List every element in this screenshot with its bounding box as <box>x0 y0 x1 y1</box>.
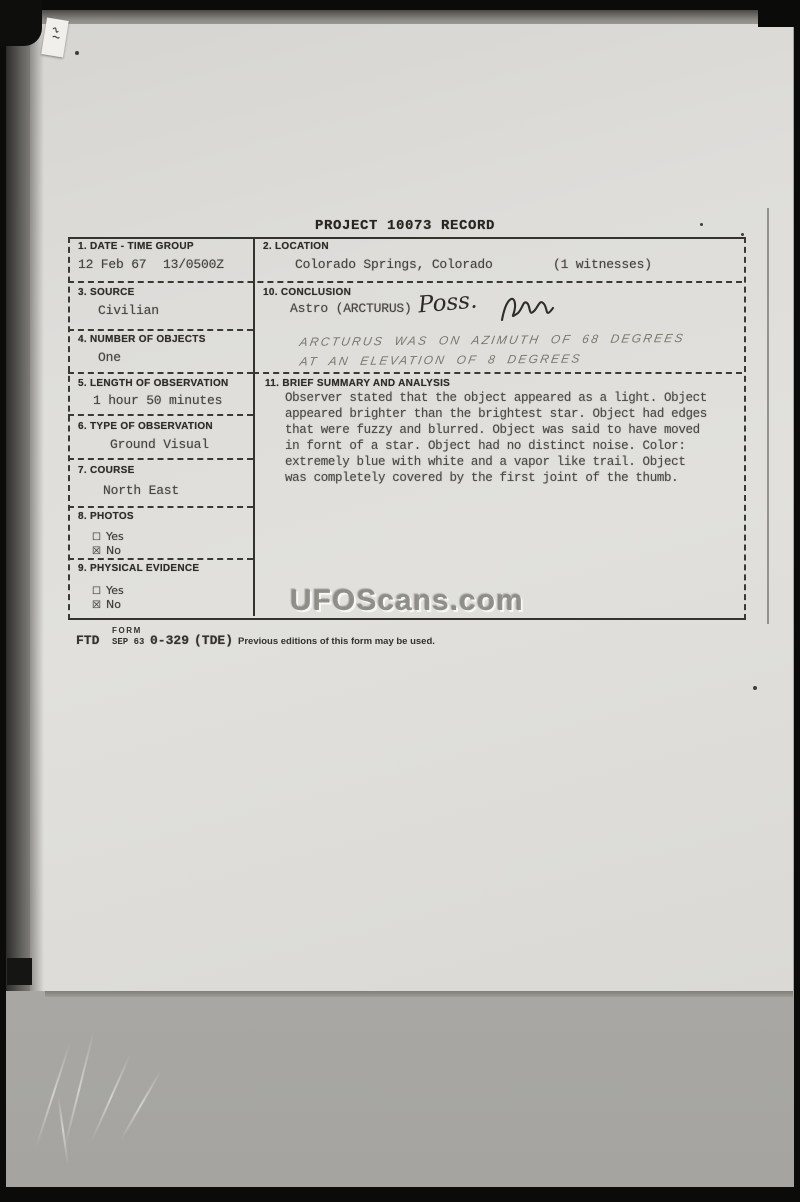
field-label-location: 2. LOCATION <box>263 241 329 252</box>
row-separator <box>253 372 742 374</box>
pencil-annotation-line2: AT AN ELEVATION OF 8 DEGREES <box>298 351 583 369</box>
source-value: Civilian <box>98 303 159 318</box>
physical-evidence-no-label: No <box>105 598 121 611</box>
witnesses-value: (1 witnesses) <box>553 257 652 272</box>
field-label-number-of-objects: 4. NUMBER OF OBJECTS <box>78 334 206 345</box>
photos-yes-option <box>92 530 124 543</box>
location-value: Colorado Springs, Colorado <box>295 257 493 272</box>
footer-form-word: FORM <box>112 626 142 635</box>
scan-notch-bottom-left <box>7 958 32 985</box>
summary-text <box>285 390 707 487</box>
checkbox-checked-icon: ☒ <box>92 546 101 557</box>
row-separator <box>68 281 742 283</box>
field-label-source: 3. SOURCE <box>78 287 135 298</box>
field-label-type-of-observation: 6. TYPE OF OBSERVATION <box>78 421 213 432</box>
field-label-physical-evidence: 9. PHYSICAL EVIDENCE <box>78 563 200 574</box>
ink-dot <box>75 51 79 55</box>
row-separator <box>68 414 253 416</box>
photos-no-label: No <box>105 544 121 557</box>
scan-corner-top-right <box>758 0 800 27</box>
date-value: 12 Feb 67 <box>78 257 147 272</box>
physical-evidence-yes-option <box>92 584 124 597</box>
footer-org: FTD <box>76 633 100 648</box>
watermark: UFOScans.com <box>290 584 524 617</box>
time-value: 13/0500Z <box>163 257 224 272</box>
binding-gutter-shadow <box>6 10 44 991</box>
type-of-observation-value: Ground Visual <box>110 437 209 452</box>
footer-form-number: 0-329 <box>150 633 190 648</box>
row-separator <box>68 329 253 331</box>
footer-edition: SEP 63 <box>112 637 145 647</box>
signature-scribble <box>492 288 562 330</box>
course-value: North East <box>103 483 180 498</box>
field-label-date-time-group: 1. DATE - TIME GROUP <box>78 241 194 252</box>
summary-line: extremely blue with white and a vapor like trail. Object <box>285 455 686 470</box>
number-of-objects-value: One <box>98 350 121 365</box>
checkbox-unchecked-icon: ☐ <box>92 586 101 597</box>
field-label-length-of-observation: 5. LENGTH OF OBSERVATION <box>78 378 229 389</box>
physical-evidence-yes-label: Yes <box>105 584 124 597</box>
summary-line: Observer stated that the object appeared as a light. Object <box>285 391 707 405</box>
row-separator <box>68 372 253 374</box>
checkbox-checked-icon: ☒ <box>92 600 101 611</box>
photos-yes-label: Yes <box>105 530 124 543</box>
field-label-photos: 8. PHOTOS <box>78 511 134 522</box>
summary-line: was completely covered by the first joint of the thumb. <box>285 471 679 486</box>
length-of-observation-value: 1 hour 50 minutes <box>93 393 223 408</box>
field-label-course: 7. COURSE <box>78 465 135 476</box>
page-bottom-shadow <box>45 991 793 997</box>
row-separator <box>68 558 253 560</box>
summary-line: that were fuzzy and blurred. Object was said to have moved <box>285 423 700 438</box>
conclusion-value: Astro (ARCTURUS) <box>290 301 412 316</box>
handwritten-note: Poss. <box>416 287 479 319</box>
field-label-conclusion: 10. CONCLUSION <box>263 287 352 298</box>
summary-line: appeared brighter than the brightest star. Object had edges <box>285 407 707 422</box>
summary-line: in fornt of a star. Object had no distinct noise. Color: <box>285 439 686 454</box>
row-separator <box>68 458 253 460</box>
row-separator <box>68 506 253 508</box>
footer-note: Previous editions of this form may be used. <box>238 636 435 647</box>
ink-dot <box>753 686 757 690</box>
footer-form-suffix: (TDE) <box>194 633 234 648</box>
physical-evidence-no-option <box>92 598 121 611</box>
photos-no-option <box>92 544 121 557</box>
column-divider <box>253 237 255 616</box>
pencil-annotation-line1: ARCTURUS WAS ON AZIMUTH OF 68 DEGREES <box>298 330 687 350</box>
checkbox-unchecked-icon: ☐ <box>92 532 101 543</box>
form-title: PROJECT 10073 RECORD <box>314 218 496 234</box>
scan-corner-top-left <box>0 0 42 46</box>
page-crease-line <box>767 208 769 624</box>
field-label-brief-summary: 11. BRIEF SUMMARY AND ANALYSIS <box>265 378 451 389</box>
